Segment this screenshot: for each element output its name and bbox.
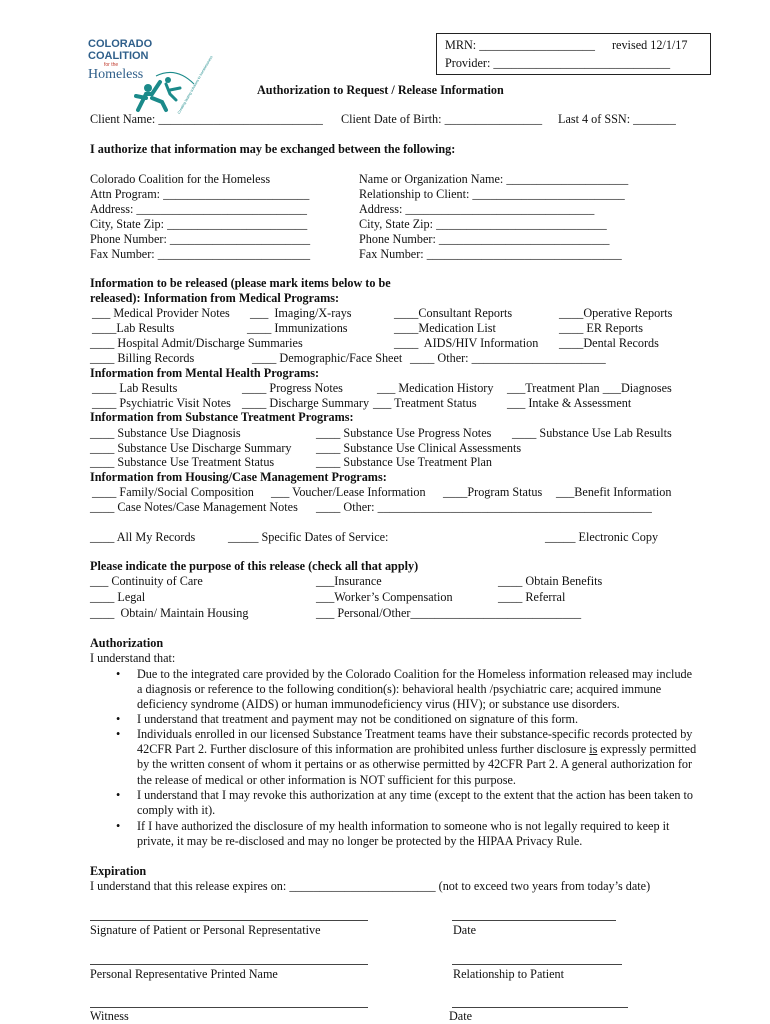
understand-text: I understand that: [90, 651, 176, 665]
purpose-option[interactable]: ___Insurance [316, 574, 382, 588]
signature-label: Signature of Patient or Personal Representative [90, 923, 321, 937]
all-records-option[interactable]: ____ All My Records [90, 530, 196, 544]
authorization-heading: Authorization [90, 636, 164, 650]
medical-option[interactable]: ____ Immunizations [247, 321, 348, 335]
left-party-line[interactable]: Fax Number: _________________________ [90, 247, 311, 261]
bullet-icon: • [116, 819, 121, 833]
purpose-option[interactable]: ____ Obtain/ Maintain Housing [90, 606, 249, 620]
logo-line4: Homeless [88, 67, 144, 82]
witness-date-label: Date [449, 1009, 473, 1023]
relationship-label: Relationship to Patient [453, 967, 565, 981]
substance-option[interactable]: ____ Substance Use Treatment Status [90, 455, 275, 469]
left-party-line: Colorado Coalition for the Homeless [90, 172, 271, 186]
bullet-text: I understand that treatment and payment may not be conditioned on signature of this form. [137, 712, 579, 726]
substance-option[interactable]: ____ Substance Use Lab Results [512, 426, 672, 440]
signature-line[interactable] [90, 920, 368, 921]
right-party-line[interactable]: Relationship to Client: _________________________ [359, 187, 625, 201]
mental-option[interactable]: ___ Intake & Assessment [507, 396, 632, 410]
substance-heading: Information from Substance Treatment Programs: [90, 410, 354, 424]
purpose-option[interactable]: ____ Obtain Benefits [498, 574, 603, 588]
mental-heading: Information from Mental Health Programs: [90, 366, 320, 380]
right-party-line[interactable]: Phone Number: ____________________________ [359, 232, 610, 246]
purpose-option[interactable]: ___ Personal/Other____________________________ [316, 606, 582, 620]
substance-option[interactable]: ____ Substance Use Progress Notes [316, 426, 492, 440]
witness-date-line[interactable] [452, 1007, 628, 1008]
purpose-option[interactable]: ___Worker’s Compensation [316, 590, 453, 604]
bullet-text: If I have authorized the disclosure of my health information to someone who is not legally required to keep it private, it may be re-disclosed and may no longer be protected by the HIPAA Privacy Rule. [137, 819, 670, 849]
medical-option[interactable]: ____ Other: ______________________ [410, 351, 606, 365]
mental-option[interactable]: ____ Discharge Summary [242, 396, 370, 410]
mrn-field[interactable]: MRN: ___________________ [445, 38, 595, 52]
purpose-heading: Please indicate the purpose of this release (check all that apply) [90, 559, 419, 573]
right-party-line[interactable]: Name or Organization Name: ____________________ [359, 172, 629, 186]
logo-line3: for the [104, 62, 119, 68]
mental-option[interactable]: ____ Lab Results [92, 381, 178, 395]
authorize-heading: I authorize that information may be exchanged between the following: [90, 142, 456, 156]
bullet-icon: • [116, 712, 121, 726]
purpose-option[interactable]: ____ Referral [498, 590, 566, 604]
medical-option[interactable]: ____ Demographic/Face Sheet [252, 351, 403, 365]
printed-name-label: Personal Representative Printed Name [90, 967, 278, 981]
expiration-heading: Expiration [90, 864, 147, 878]
purpose-option[interactable]: ___ Continuity of Care [90, 574, 203, 588]
form-title: Authorization to Request / Release Information [257, 83, 504, 97]
substance-option[interactable]: ____ Substance Use Treatment Plan [316, 455, 493, 469]
medical-option[interactable]: ____Lab Results [92, 321, 175, 335]
mental-option[interactable]: ____ Progress Notes [242, 381, 343, 395]
housing-option[interactable]: ____ Case Notes/Case Management Notes [90, 500, 298, 514]
bullet-icon: • [116, 667, 121, 681]
logo-line2: COALITION [88, 50, 149, 62]
left-party-line[interactable]: Phone Number: _______________________ [90, 232, 311, 246]
bullet-icon: • [116, 727, 121, 741]
medical-option[interactable]: ___ Medical Provider Notes [92, 306, 230, 320]
electronic-copy-option[interactable]: _____ Electronic Copy [545, 530, 659, 544]
medical-option[interactable]: ____Consultant Reports [394, 306, 513, 320]
expiration-field[interactable]: I understand that this release expires on: ________________________ (not to exceed two years from today’s date) [90, 879, 651, 893]
revised-date: revised 12/1/17 [612, 38, 688, 52]
medical-option[interactable]: ____ AIDS/HIV Information [394, 336, 539, 350]
underlined-word: is [589, 742, 598, 757]
specific-dates-option[interactable]: _____ Specific Dates of Service: [228, 530, 389, 544]
medical-option[interactable]: ____ Billing Records [90, 351, 195, 365]
witness-line[interactable] [90, 1007, 368, 1008]
medical-option[interactable]: ____ ER Reports [559, 321, 643, 335]
left-party-line[interactable]: Address: ____________________________ [90, 202, 308, 216]
housing-option[interactable]: ____ Family/Social Composition [92, 485, 254, 499]
medical-option[interactable]: ___ Imaging/X-rays [250, 306, 352, 320]
housing-option[interactable]: ___Benefit Information [556, 485, 672, 499]
client-ssn-field[interactable]: Last 4 of SSN: _______ [558, 112, 676, 126]
housing-heading: Information from Housing/Case Management Programs: [90, 470, 387, 484]
right-party-line[interactable]: City, State Zip: ____________________________ [359, 217, 607, 231]
medical-option[interactable]: ____Operative Reports [559, 306, 673, 320]
figure-head-icon [144, 84, 152, 92]
logo-tagline: Creating lasting solutions to homelessness [176, 55, 214, 115]
housing-option[interactable]: ___ Voucher/Lease Information [271, 485, 426, 499]
coalition-logo [86, 36, 214, 115]
client-name-field[interactable]: Client Name: ___________________________ [90, 112, 323, 126]
mental-option[interactable]: ___ Treatment Status [373, 396, 477, 410]
medical-option[interactable]: ____ Hospital Admit/Discharge Summaries [90, 336, 303, 350]
client-dob-field[interactable]: Client Date of Birth: ________________ [341, 112, 543, 126]
bullet-text-substance [137, 727, 697, 788]
medical-option[interactable]: ____Dental Records [559, 336, 659, 350]
release-heading: Information to be released (please mark items below to be [90, 276, 391, 290]
housing-option[interactable]: ____ Other: _____________________________________________ [316, 500, 652, 514]
date-line[interactable] [452, 920, 616, 921]
left-party-line[interactable]: City, State Zip: _______________________ [90, 217, 308, 231]
purpose-option[interactable]: ____ Legal [90, 590, 146, 604]
housing-option[interactable]: ____Program Status [443, 485, 543, 499]
bullet-text: Due to the integrated care provided by the Colorado Coalition for the Homeless information released may include a diagnosis or reference to the following condition(s): behavioral health /psychiatric care; acquired immune deficiency syndrome (AIDS) or human immunodeficiency virus (HIV); or substance use disorders. [137, 667, 693, 712]
substance-option[interactable]: ____ Substance Use Discharge Summary [90, 441, 292, 455]
witness-label: Witness [90, 1009, 129, 1023]
logo-line1: COLORADO [88, 38, 153, 50]
relationship-line[interactable] [452, 964, 622, 965]
bullet-3-text: Individuals enrolled in our licensed Substance Treatment teams have their substance-specific records protected by 42CFR Part 2. Further disclosure of this information are prohibited unless further disclosure is expressly permitted by the written consent of whom it pertains or as otherwise permitted by 42CFR Part 2. A general authorization for the release of medical or other information is NOT sufficient for this purpose. [137, 727, 697, 787]
mental-option[interactable]: ___Treatment Plan ___Diagnoses [507, 381, 672, 395]
right-party-line[interactable]: Fax Number: ________________________________ [359, 247, 622, 261]
left-party-line[interactable]: Attn Program: ________________________ [90, 187, 310, 201]
mental-option[interactable]: ____ Psychiatric Visit Notes [92, 396, 231, 410]
mental-option[interactable]: ___ Medication History [377, 381, 494, 395]
substance-option[interactable]: ____ Substance Use Diagnosis [90, 426, 241, 440]
right-party-line[interactable]: Address: _______________________________ [359, 202, 595, 216]
release-heading: released): Information from Medical Programs: [90, 291, 340, 305]
medical-option[interactable]: ____Medication List [394, 321, 496, 335]
bullet-text: I understand that I may revoke this authorization at any time (except to the extent that the action has been taken to comply with it). [137, 788, 694, 818]
date-label: Date [453, 923, 477, 937]
substance-option[interactable]: ____ Substance Use Clinical Assessments [316, 441, 522, 455]
bullet-icon: • [116, 788, 121, 802]
printed-name-line[interactable] [90, 964, 368, 965]
provider-field[interactable]: Provider: _____________________________ [445, 56, 671, 70]
logo-graphic [86, 36, 214, 115]
